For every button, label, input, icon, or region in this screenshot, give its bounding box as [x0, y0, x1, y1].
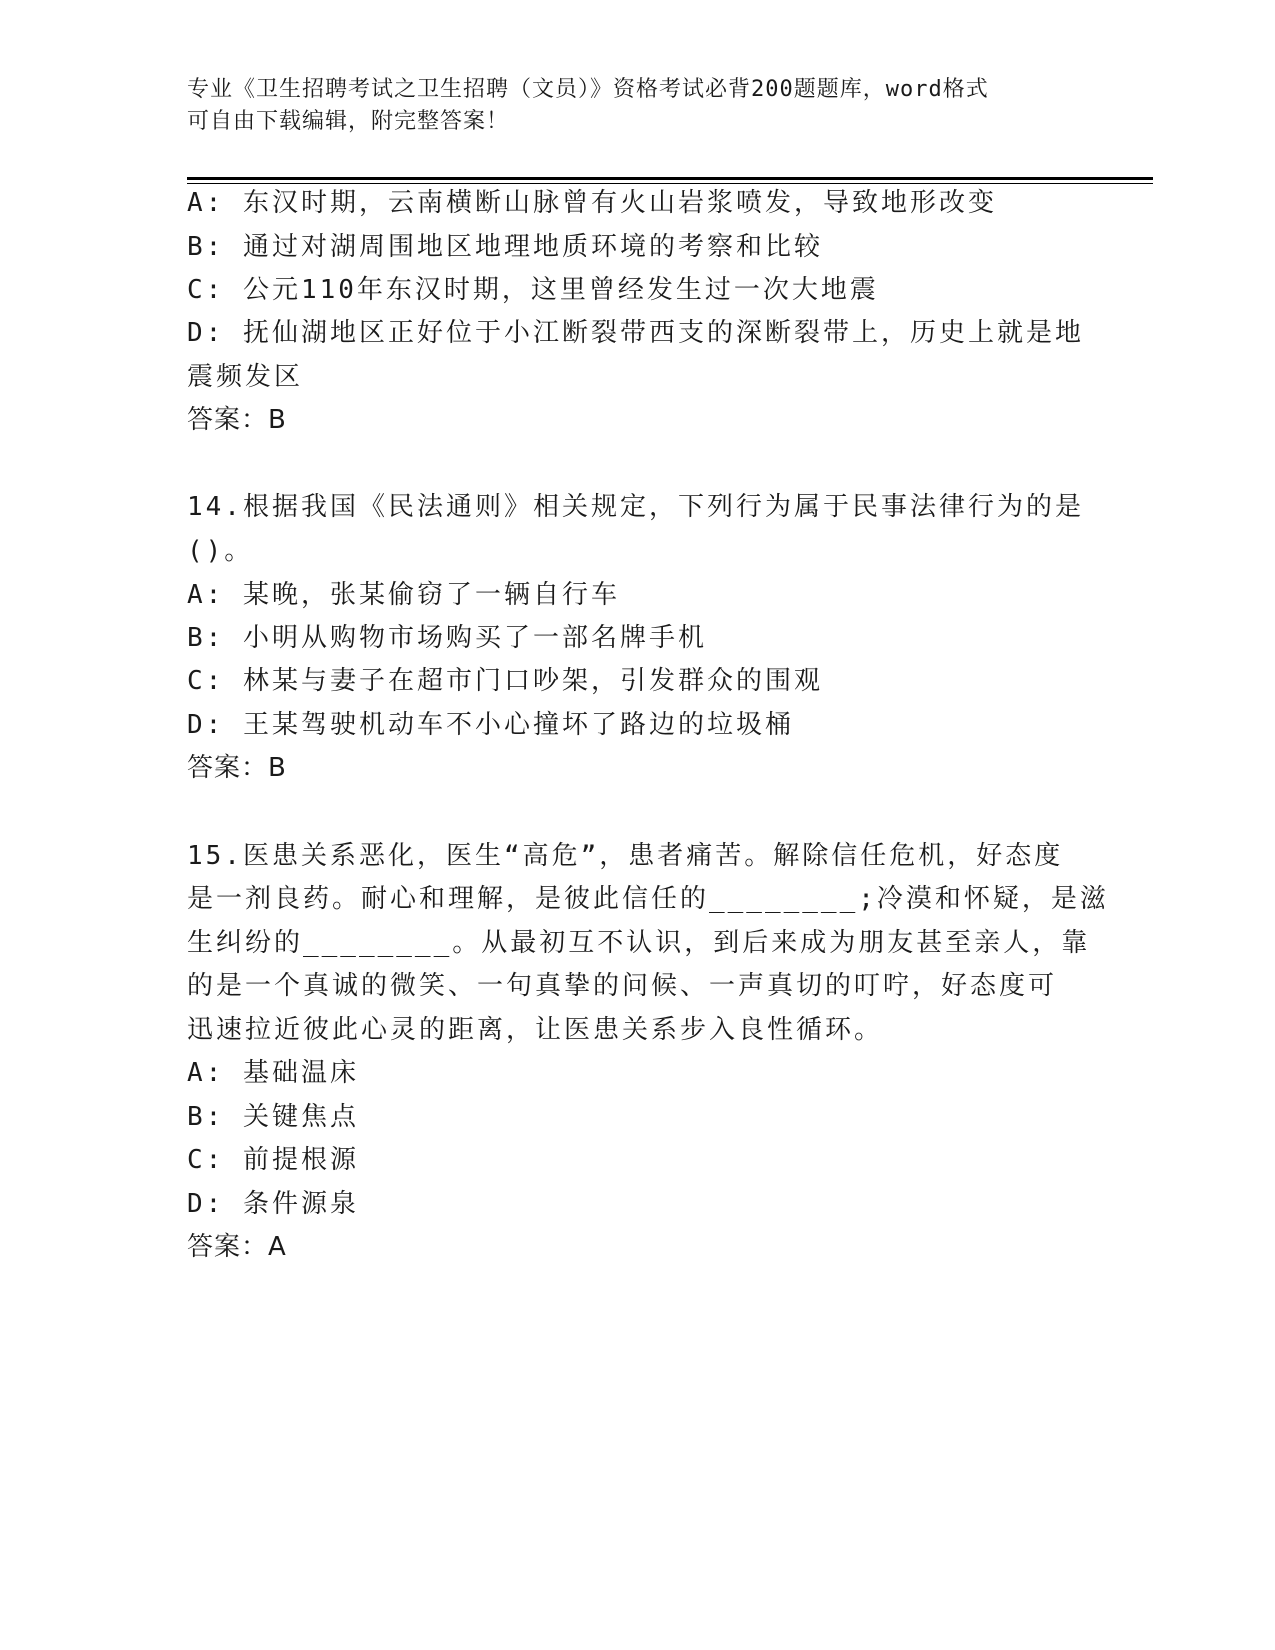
q15-stem-line-4: 的是一个真诚的微笑、一句真挚的问候、一声真切的叮咛，好态度可: [187, 971, 1058, 1001]
q13-option-c: C: 公元110年东汉时期，这里曾经发生过一次大地震: [187, 275, 879, 305]
q14-option-b: B: 小明从购物市场购买了一部名牌手机: [187, 623, 707, 653]
q13-option-d-line-2: 震频发区: [187, 362, 304, 392]
header-rule-thin: [187, 183, 1153, 184]
document-header: [187, 74, 1067, 138]
q13-option-b: B: 通过对湖周围地区地理地质环境的考察和比较: [187, 232, 823, 262]
q14-stem-line-2: ()。: [187, 536, 254, 566]
q13-answer: 答案：B: [187, 405, 287, 435]
q14-option-c: C: 林某与妻子在超市门口吵架，引发群众的围观: [187, 666, 823, 696]
q15-stem-line-1: 15.医患关系恶化，医生“高危”，患者痛苦。解除信任危机，好态度: [187, 841, 1064, 871]
q15-answer: 答案：A: [187, 1232, 287, 1262]
q15-stem-line-2: 是一剂良药。耐心和理解，是彼此信任的________;冷漠和怀疑，是滋: [187, 884, 1109, 914]
q14-option-a: A: 某晚，张某偷窃了一辆自行车: [187, 580, 620, 610]
header-line-2: 可自由下载编辑，附完整答案！: [187, 109, 510, 134]
q13-option-a: A: 东汉时期，云南横断山脉曾有火山岩浆喷发，导致地形改变: [187, 188, 997, 218]
q15-stem-line-5: 迅速拉近彼此心灵的距离，让医患关系步入良性循环。: [187, 1015, 884, 1045]
q14-stem-line-1: 14.根据我国《民法通则》相关规定，下列行为属于民事法律行为的是: [187, 492, 1084, 522]
header-rule-thick: [187, 177, 1153, 180]
q14-option-d: D: 王某驾驶机动车不小心撞坏了路边的垃圾桶: [187, 710, 794, 740]
q15-option-a: A: 基础温床: [187, 1058, 359, 1088]
q15-option-b: B: 关键焦点: [187, 1102, 359, 1132]
q15-stem-line-3: 生纠纷的________。从最初互不认识，到后来成为朋友甚至亲人，靠: [187, 928, 1091, 958]
header-line-1: 专业《卫生招聘考试之卫生招聘（文员）》资格考试必背200题题库，word格式: [187, 77, 989, 102]
q15-option-c: C: 前提根源: [187, 1145, 359, 1175]
q14-answer: 答案：B: [187, 753, 287, 783]
q13-option-d-line-1: D: 抚仙湖地区正好位于小江断裂带西支的深断裂带上，历史上就是地: [187, 318, 1084, 348]
q15-option-d: D: 条件源泉: [187, 1189, 359, 1219]
